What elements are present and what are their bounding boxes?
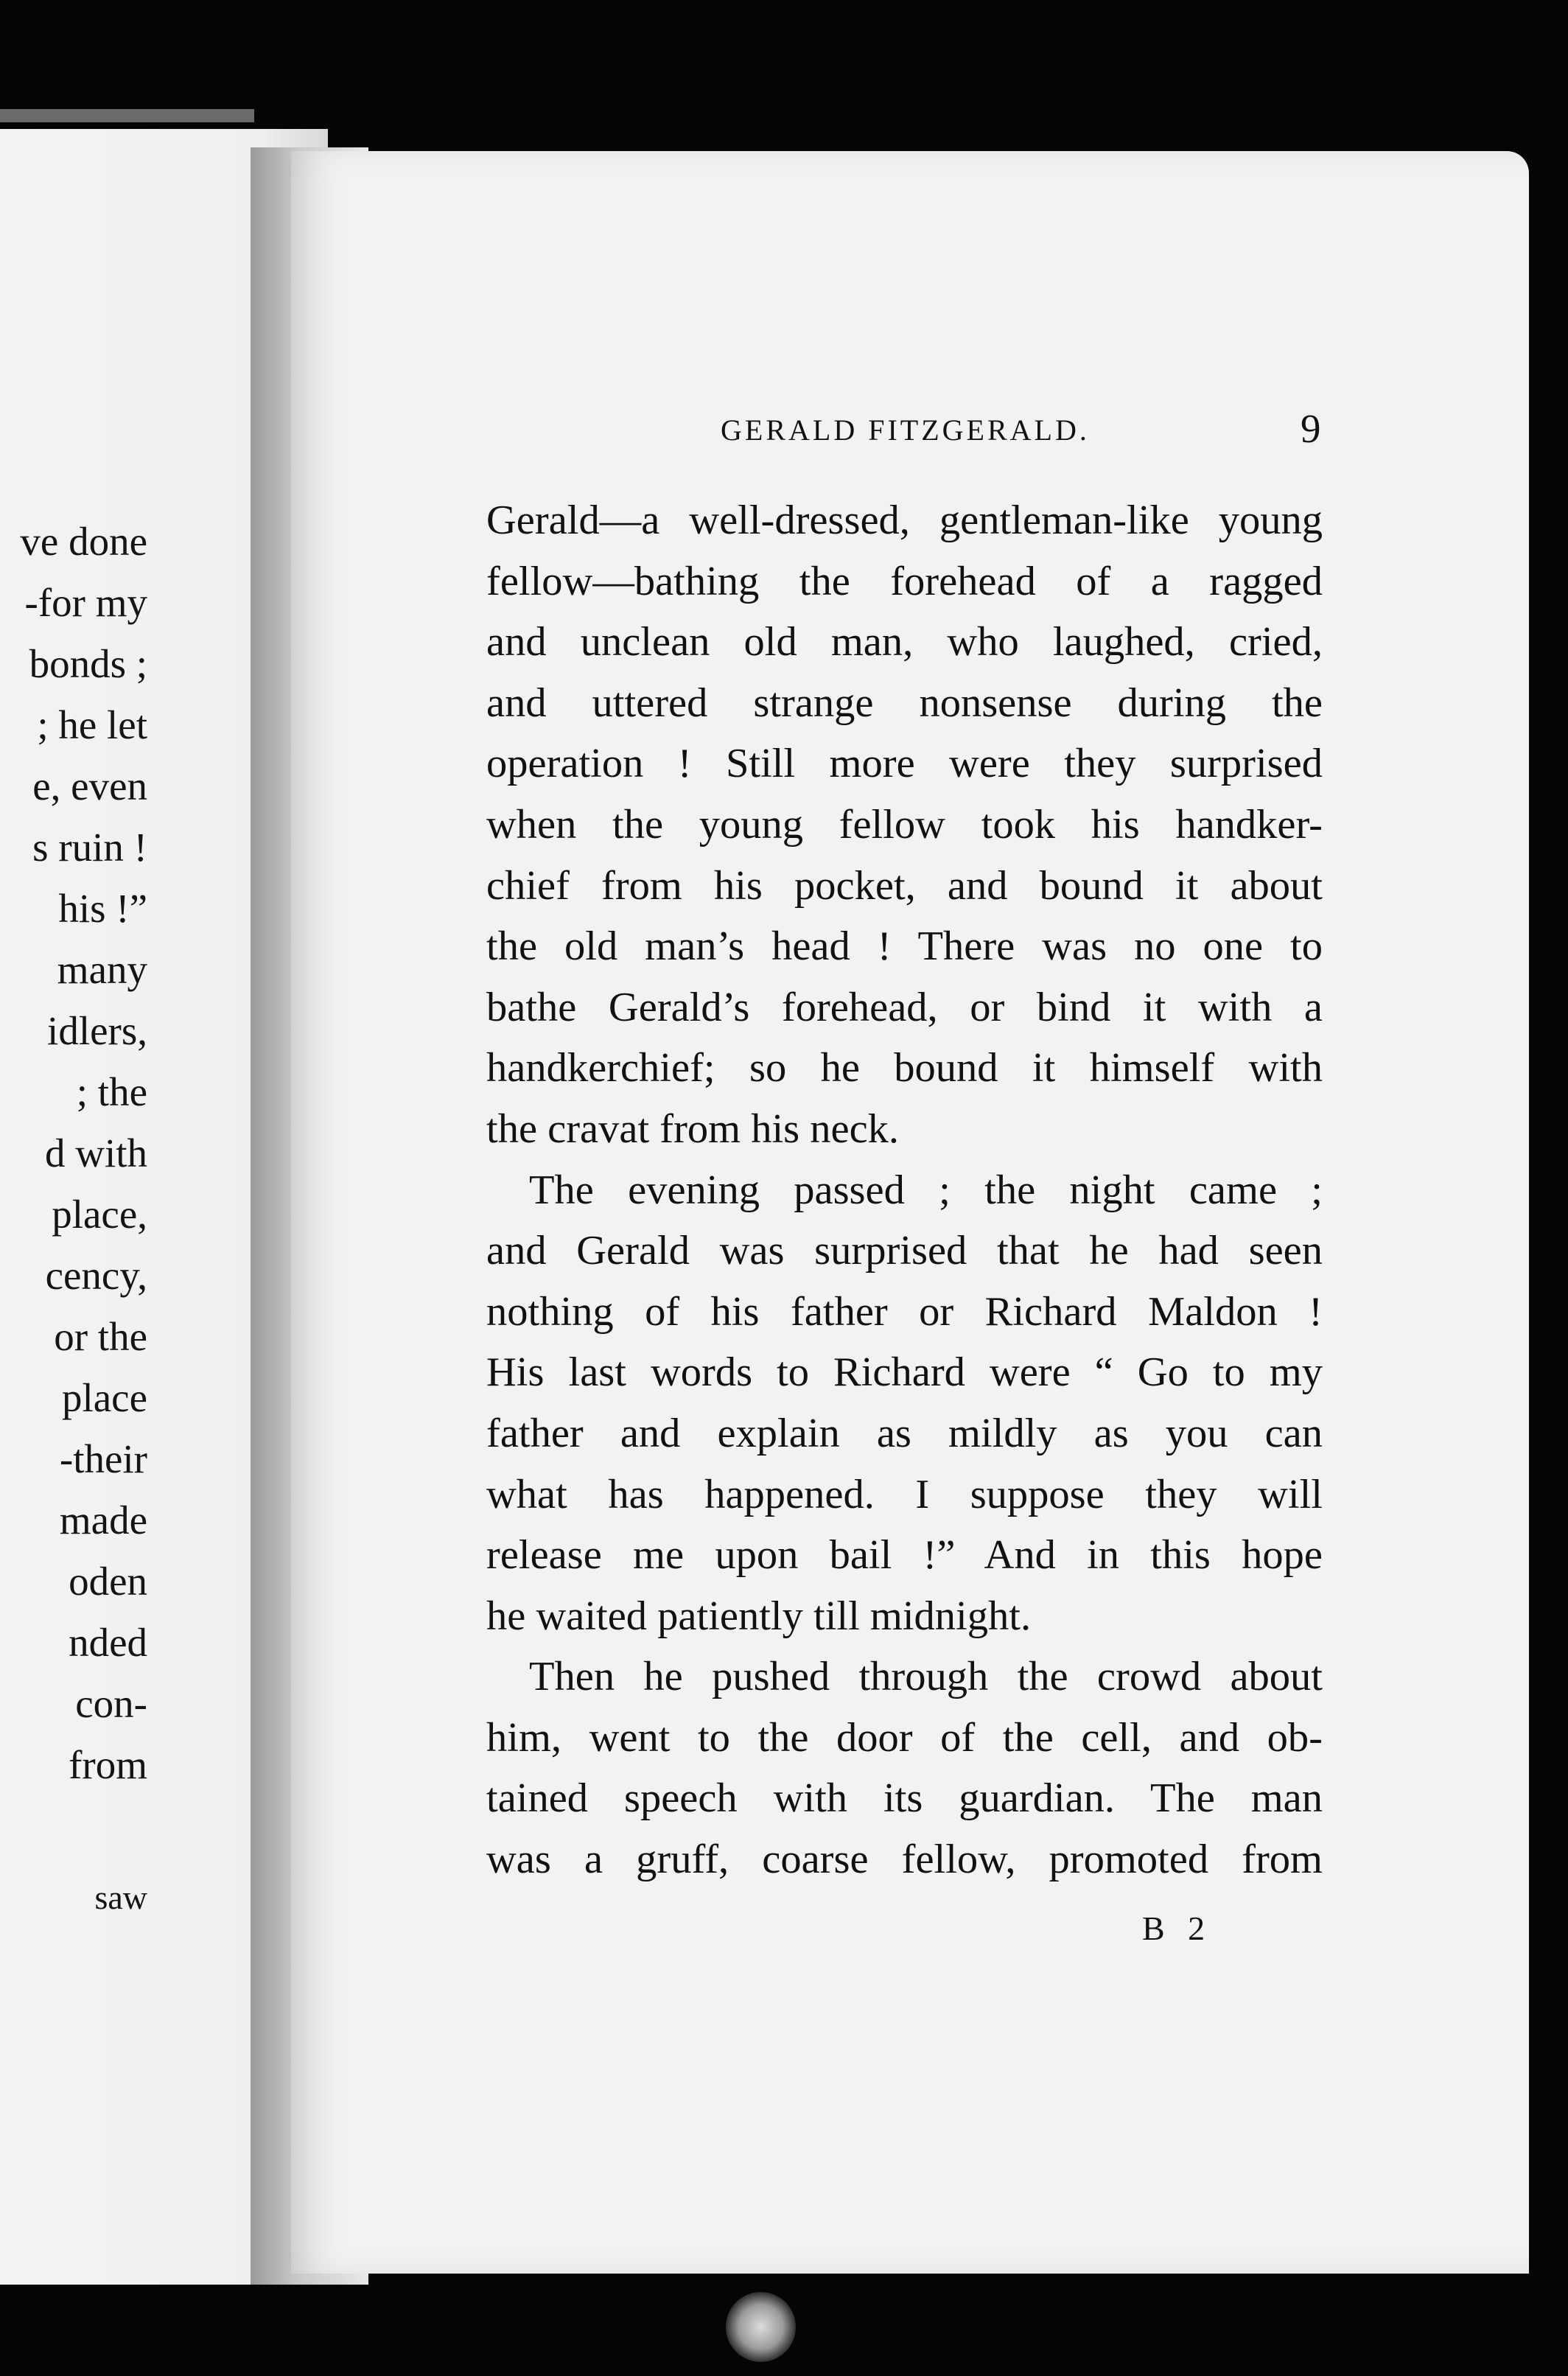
text-line: when the young fellow took his handker- (486, 801, 1323, 848)
left-line: nded (69, 1620, 147, 1665)
text-line: release me upon bail !” And in this hope (486, 1532, 1323, 1579)
page-number: 9 (1301, 406, 1321, 451)
left-line: cency, (45, 1253, 147, 1298)
text-line: fellow—bathing the forehead of a ragged (486, 558, 1323, 604)
left-page-edge-strip (0, 109, 254, 122)
text-line: His last words to Richard were “ Go to my (486, 1349, 1323, 1396)
left-page-text (0, 129, 147, 2285)
text-line: nothing of his father or Richard Maldon ! (486, 1288, 1323, 1335)
text-line: the old man’s head ! There was no one to (486, 923, 1323, 970)
left-line: -their (59, 1436, 147, 1481)
text-line: father and explain as mildly as you can (486, 1410, 1323, 1456)
text-line: the cravat from his neck. (486, 1105, 900, 1152)
scan-blot (726, 2292, 796, 2362)
text-line: Then he pushed through the crowd about (529, 1654, 1323, 1700)
left-line: from (69, 1742, 147, 1787)
text-line: tained speech with its guardian. The man (486, 1775, 1323, 1822)
body-text (486, 490, 1323, 1890)
left-line: d with (44, 1131, 147, 1175)
left-line: place (61, 1375, 147, 1420)
text-line: The evening passed ; the night came ; (529, 1167, 1323, 1213)
text-line: Gerald—a well-dressed, gentleman-like young (486, 497, 1323, 543)
text-line: what has happened. I suppose they will (486, 1471, 1323, 1517)
left-line: con- (75, 1681, 147, 1726)
text-line: handkerchief; so he bound it himself with (486, 1045, 1323, 1091)
left-line: oden (69, 1559, 147, 1604)
text-line: and Gerald was surprised that he had seen (486, 1228, 1323, 1274)
left-line: his !” (58, 886, 147, 931)
left-line: ; the (76, 1069, 147, 1114)
text-line: was a gruff, coarse fellow, promoted from (486, 1837, 1323, 1883)
left-line: made (59, 1498, 147, 1542)
text-line: chief from his pocket, and bound it about (486, 862, 1323, 909)
left-line: saw (94, 1879, 147, 1916)
text-line: and unclean old man, who laughed, cried, (486, 619, 1323, 665)
left-line: bonds ; (29, 641, 147, 686)
text-line: he waited patiently till midnight. (486, 1593, 1032, 1639)
text-line: him, went to the door of the cell, and ob- (486, 1714, 1323, 1761)
text-line: and uttered strange nonsense during the (486, 679, 1323, 726)
running-head: GERALD FITZGERALD. (721, 413, 1090, 447)
signature-mark: B 2 (1142, 1909, 1213, 1947)
left-line: or the (54, 1314, 147, 1359)
left-line: e, even (32, 764, 147, 808)
left-line: many (57, 947, 147, 992)
text-line: bathe Gerald’s forehead, or bind it with a (486, 984, 1323, 1030)
left-line: idlers, (47, 1008, 147, 1053)
left-line: s ruin ! (32, 825, 147, 870)
left-line: ; he let (37, 702, 147, 747)
left-line: place, (52, 1192, 147, 1237)
left-line: -for my (24, 580, 147, 625)
text-line: operation ! Still more were they surprised (486, 741, 1323, 787)
left-line: ve done (20, 519, 147, 564)
